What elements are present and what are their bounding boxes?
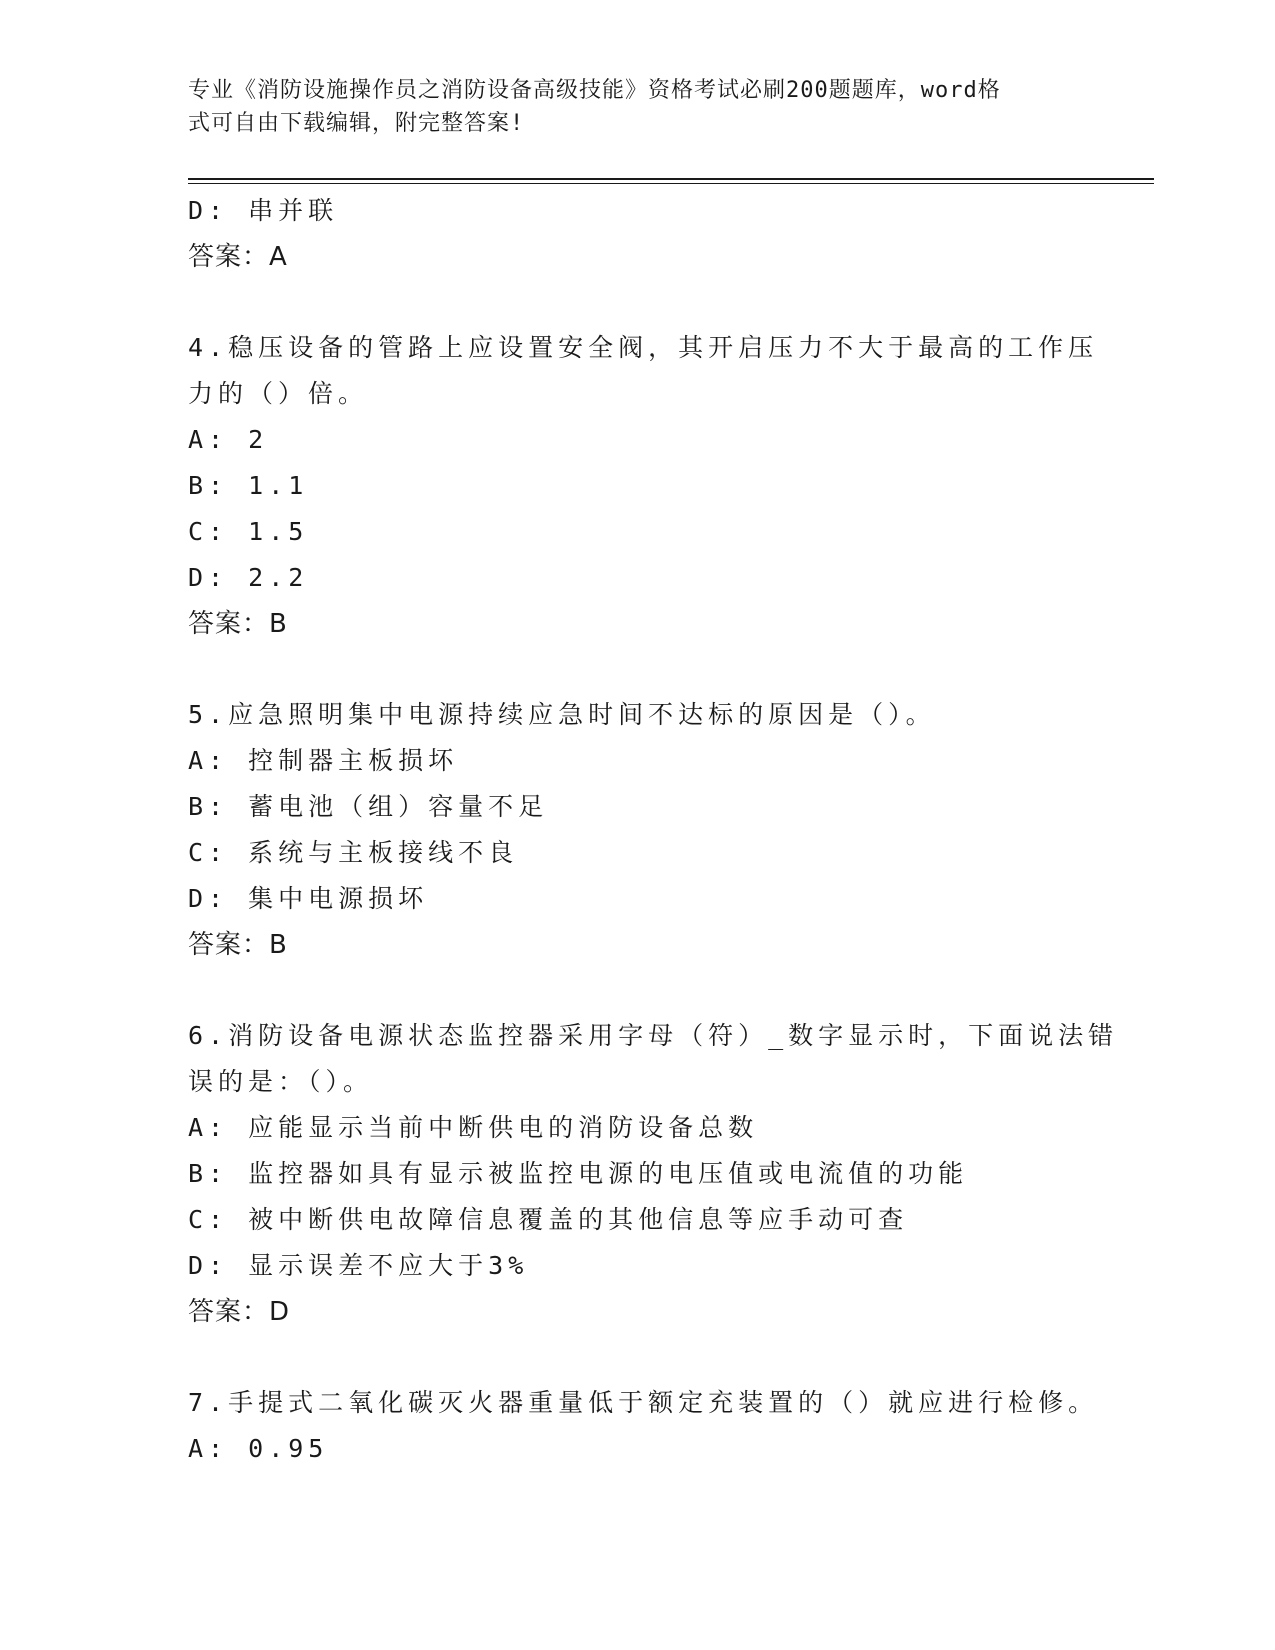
answer-line: 答案：B [188, 930, 288, 960]
option-c: C: 1.5 [188, 517, 309, 546]
question-6 [188, 1013, 1119, 1335]
option-a: A: 控制器主板损坏 [188, 746, 459, 775]
spacer [188, 280, 1088, 325]
option-b: B: 监控器如具有显示被监控电源的电压值或电流值的功能 [188, 1159, 969, 1188]
option-c: C: 被中断供电故障信息覆盖的其他信息等应手动可查 [188, 1205, 909, 1234]
spacer [188, 1335, 1088, 1380]
question-stem: 4.稳压设备的管路上应设置安全阀，其开启压力不大于最高的工作压 [188, 333, 1099, 362]
question-stem-continued: 误的是：（）。 [188, 1067, 374, 1096]
header-line-1: 专业《消防设施操作员之消防设备高级技能》资格考试必刷200题题库，word格 [188, 78, 1001, 103]
question-7 [188, 1380, 1099, 1472]
question-stem-continued: 力的（）倍。 [188, 379, 369, 408]
header-divider-thick [188, 178, 1154, 180]
option-d: D: 串并联 [188, 196, 339, 225]
question-stem: 5.应急照明集中电源持续应急时间不达标的原因是（）。 [188, 700, 936, 729]
option-b: B: 1.1 [188, 471, 309, 500]
spacer [188, 968, 1088, 1013]
option-d: D: 显示误差不应大于3% [188, 1251, 529, 1280]
option-a: A: 应能显示当前中断供电的消防设备总数 [188, 1113, 759, 1142]
option-d: D: 2.2 [188, 563, 309, 592]
option-a: A: 0.95 [188, 1434, 329, 1463]
question-stem: 6.消防设备电源状态监控器采用字母（符）_数字显示时，下面说法错 [188, 1021, 1119, 1050]
question-stem: 7.手提式二氧化碳灭火器重量低于额定充装置的（）就应进行检修。 [188, 1388, 1099, 1417]
header-line-2: 式可自由下载编辑，附完整答案! [188, 111, 525, 136]
question-5 [188, 692, 1088, 968]
question-list [188, 188, 1119, 1472]
answer-line: 答案：B [188, 609, 288, 639]
answer-line: 答案：D [188, 1297, 291, 1327]
spacer [188, 647, 1088, 692]
document-header [188, 74, 1088, 140]
option-b: B: 蓄电池（组）容量不足 [188, 792, 549, 821]
answer-line: 答案：A [188, 242, 288, 272]
option-d: D: 集中电源损坏 [188, 884, 429, 913]
option-a: A: 2 [188, 425, 269, 454]
header-divider-thin [188, 183, 1154, 184]
question-4 [188, 325, 1099, 647]
option-c: C: 系统与主板接线不良 [188, 838, 519, 867]
